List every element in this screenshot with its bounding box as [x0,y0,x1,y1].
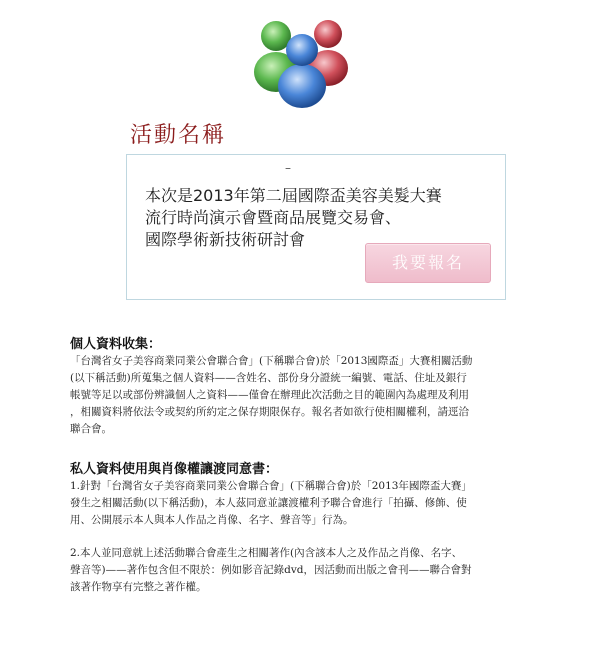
event-name-line: 國際學術新技術研討會 [145,230,306,249]
data-collection-heading: 個人資料收集： [70,337,162,352]
text-line: 1.針對「台灣省女子美容商業同業公會聯合會」(下稱聯合會)於「2013年國際盃大賽」 [70,480,472,492]
text-line: 帳號等足以或部份辨識個人之資料——僅會在辦理此次活動之目的範圍內為處理及利用 [70,389,469,401]
text-line: 2.本人並同意就上述活動聯合會產生之相關著作(內含該本人之及作品之肖像、名字、 [70,547,463,559]
text-line: 聯合會。 [70,423,112,435]
event-info-box [126,154,506,300]
event-dash: – [285,161,291,175]
section-title: 活動名稱 [130,123,227,148]
text-line: 用、公開展示本人與本人作品之肖像、名字、聲音等」行為。 [70,514,354,526]
consent-section [70,461,540,596]
data-collection-text [70,353,540,438]
text-line: (以下稱活動)所蒐集之個人資料——含姓名、部份身分證統一編號、電話、住址及銀行 [70,372,467,384]
text-line: 該著作物享有完整之著作權。 [70,581,207,593]
text-line: 聲音等)——著作包含但不限於：例如影音記錄dvd，因活動而出版之會刊——聯合會對 [70,564,472,576]
event-name-line: 流行時尚演示會暨商品展覽交易會、 [145,208,402,227]
text-line: 「台灣省女子美容商業同業公會聯合會」(下稱聯合會)於「2013國際盃」大賽相關活動 [70,355,473,367]
text-line: 發生之相關活動(以下稱活動)，本人茲同意並讓渡權利予聯合會進行「拍攝、修飾、使 [70,497,467,509]
event-name [145,185,495,251]
people-group-icon [248,10,358,110]
signup-button[interactable]: 我要報名 [365,243,491,283]
consent-heading: 私人資料使用與肖像權讓渡同意書： [70,462,279,477]
text-line: ，相關資料將依法令或契約所約定之保存期限保存。報名者如欲行使相關權利，請逕洽 [70,406,469,418]
consent-paragraph-1 [70,478,540,529]
consent-paragraph-2 [70,545,540,596]
event-name-line: 本次是2013年第二屆國際盃美容美髮大賽 [145,186,442,205]
data-collection-section [70,336,540,438]
